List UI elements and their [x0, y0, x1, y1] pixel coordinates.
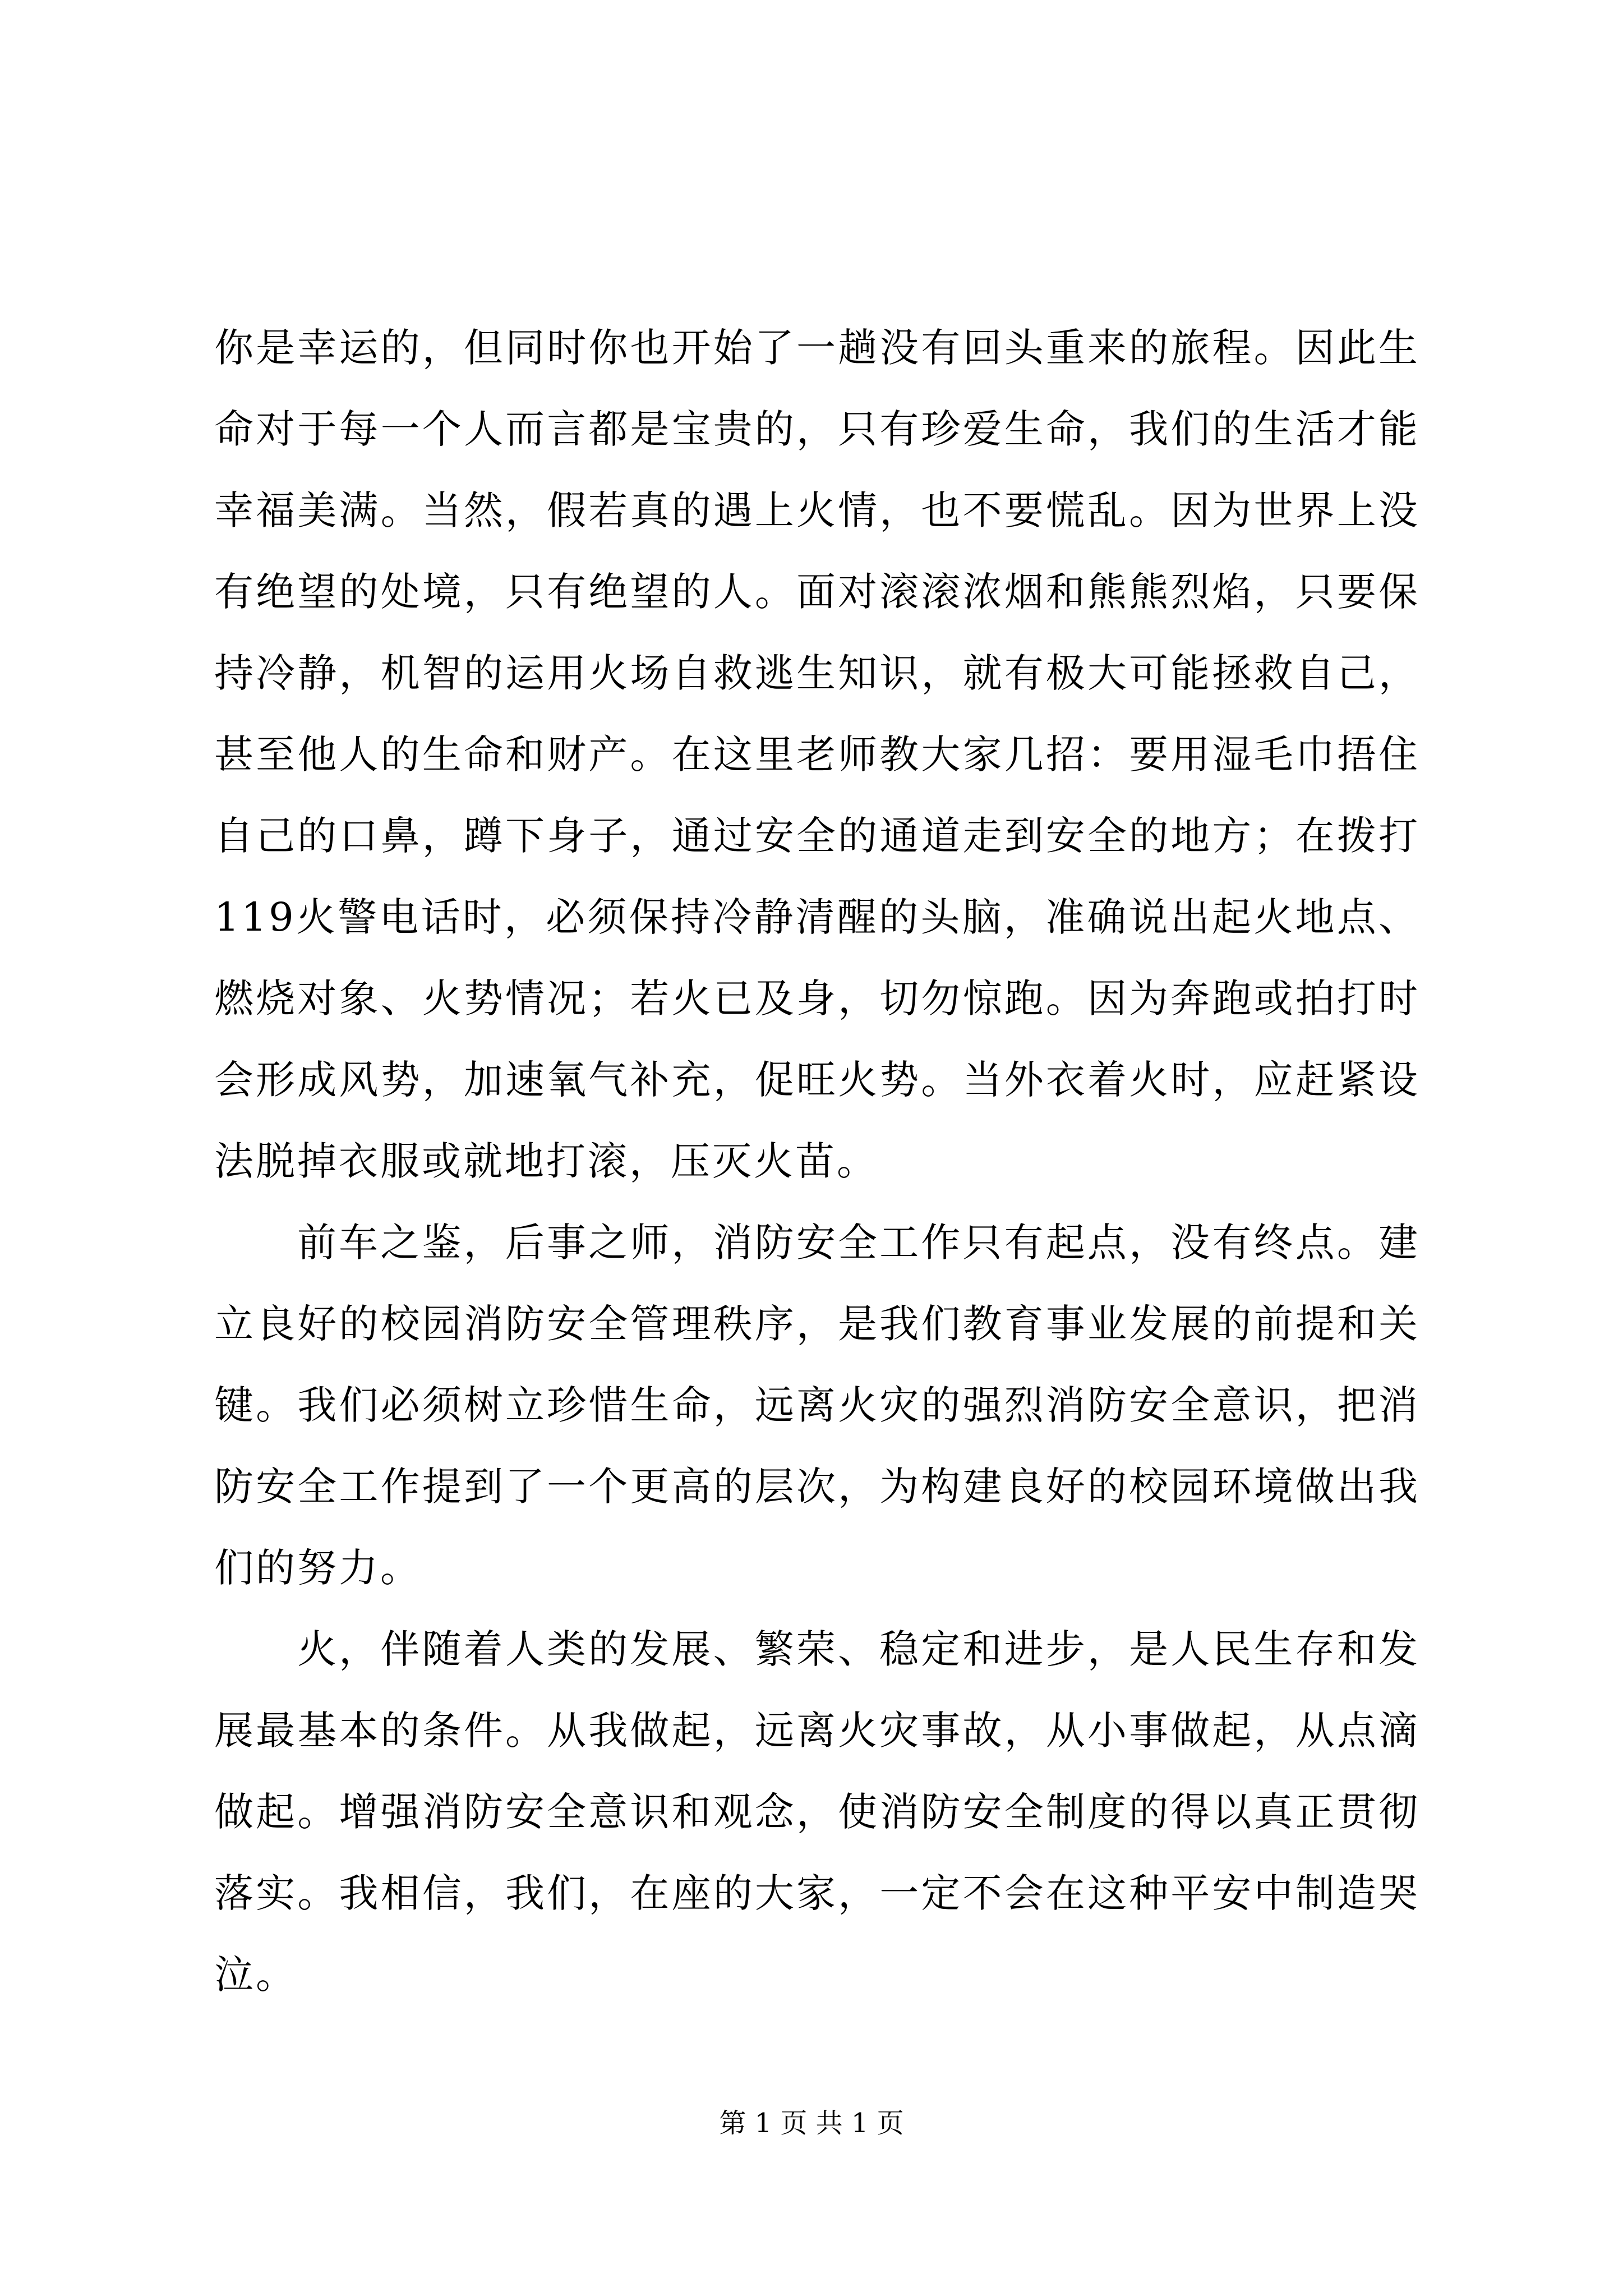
page-number-footer: 第 1 页 共 1 页	[719, 2108, 904, 2139]
paragraph-1: 你是幸运的，但同时你也开始了一趟没有回头重来的旅程。因此生命对于每一个人而言都是宝贵的，只有珍爱生命，我们的生活才能幸福美满。当然，假若真的遇上火情，也不要慌乱。因为世界上没有绝望的处境，只有绝望的人。面对滚滚浓烟和熊熊烈焰，只要保持冷静，机智的运用火场自救逃生知识，就有极大可能拯救自己，甚至他人的生命和财产。在这里老师教大家几招：要用湿毛巾捂住自己的口鼻，蹲下身子，通过安全的通道走到安全的地方；在拨打119火警电话时，必须保持冷静清醒的头脑，准确说出起火地点、燃烧对象、火势情况；若火已及身，切勿惊跑。因为奔跑或拍打时会形成风势，加速氧气补充，促旺火势。当外衣着火时，应赶紧设法脱掉衣服或就地打滚，压灭火苗。	[214, 325, 1420, 1184]
document-body	[214, 307, 1420, 2016]
paragraph-2: 前车之鉴，后事之师，消防安全工作只有起点，没有终点。建立良好的校园消防安全管理秩序，是我们教育事业发展的前提和关键。我们必须树立珍惜生命，远离火灾的强烈消防安全意识，把消防安全工作提到了一个更高的层次，为构建良好的校园环境做出我们的努力。	[214, 1220, 1420, 1591]
paragraph-3: 火，伴随着人类的发展、繁荣、稳定和进步，是人民生存和发展最基本的条件。从我做起，远离火灾事故，从小事做起，从点滴做起。增强消防安全意识和观念，使消防安全制度的得以真正贯彻落实。我相信，我们，在座的大家，一定不会在这种平安中制造哭泣。	[214, 1626, 1420, 1998]
